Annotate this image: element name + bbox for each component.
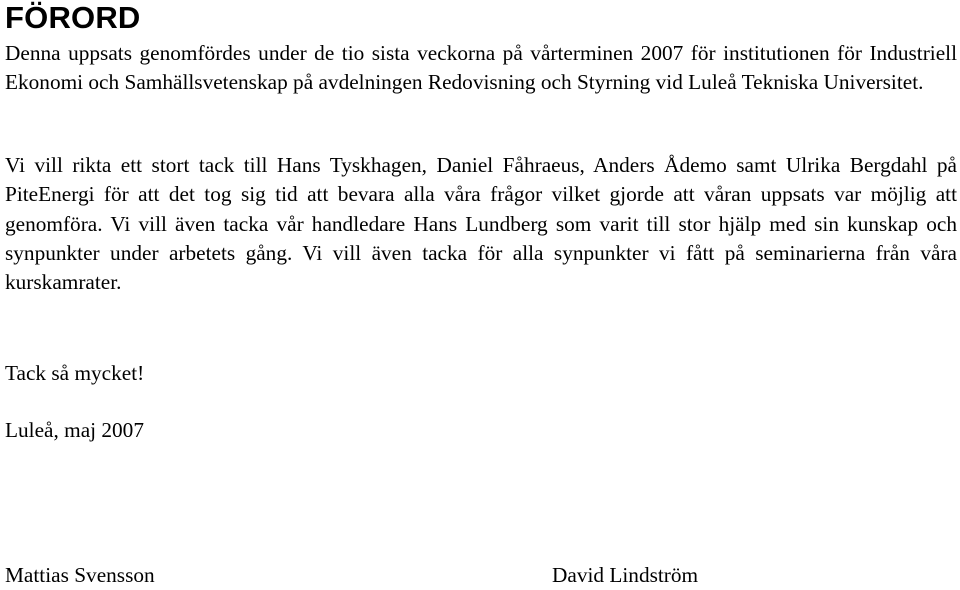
place-date: Luleå, maj 2007: [5, 418, 144, 442]
closing-text: Tack så mycket!: [5, 361, 145, 385]
signature-author-2: David Lindström: [552, 563, 699, 587]
acknowledgement-paragraph: Vi vill rikta ett stort tack till Hans Tyskhagen, Daniel Fåhraeus, Anders Ådemo samt Ulrika Bergdahl på PiteEnergi för att det tog sig tid att bevara alla våra frågor vilket gjorde att våran uppsats var möjlig att genomföra. Vi vill även tacka vår handledare Hans Lundberg som varit till stor hjälp med sin kunskap och synpunkter under arbetets gång. Vi vill även tacka för alla synpunkter vi fått på seminarierna från våra kurskamrater.: [5, 153, 957, 295]
page-title: FÖRORD: [5, 0, 141, 35]
signature-author-1: Mattias Svensson: [5, 563, 155, 587]
intro-paragraph: Denna uppsats genomfördes under de tio sista veckorna på vårterminen 2007 för institutionen för Industriell Ekonomi och Samhällsvetenskap på avdelningen Redovisning och Styrning vid Luleå Tekniska Universitet.: [5, 41, 957, 95]
